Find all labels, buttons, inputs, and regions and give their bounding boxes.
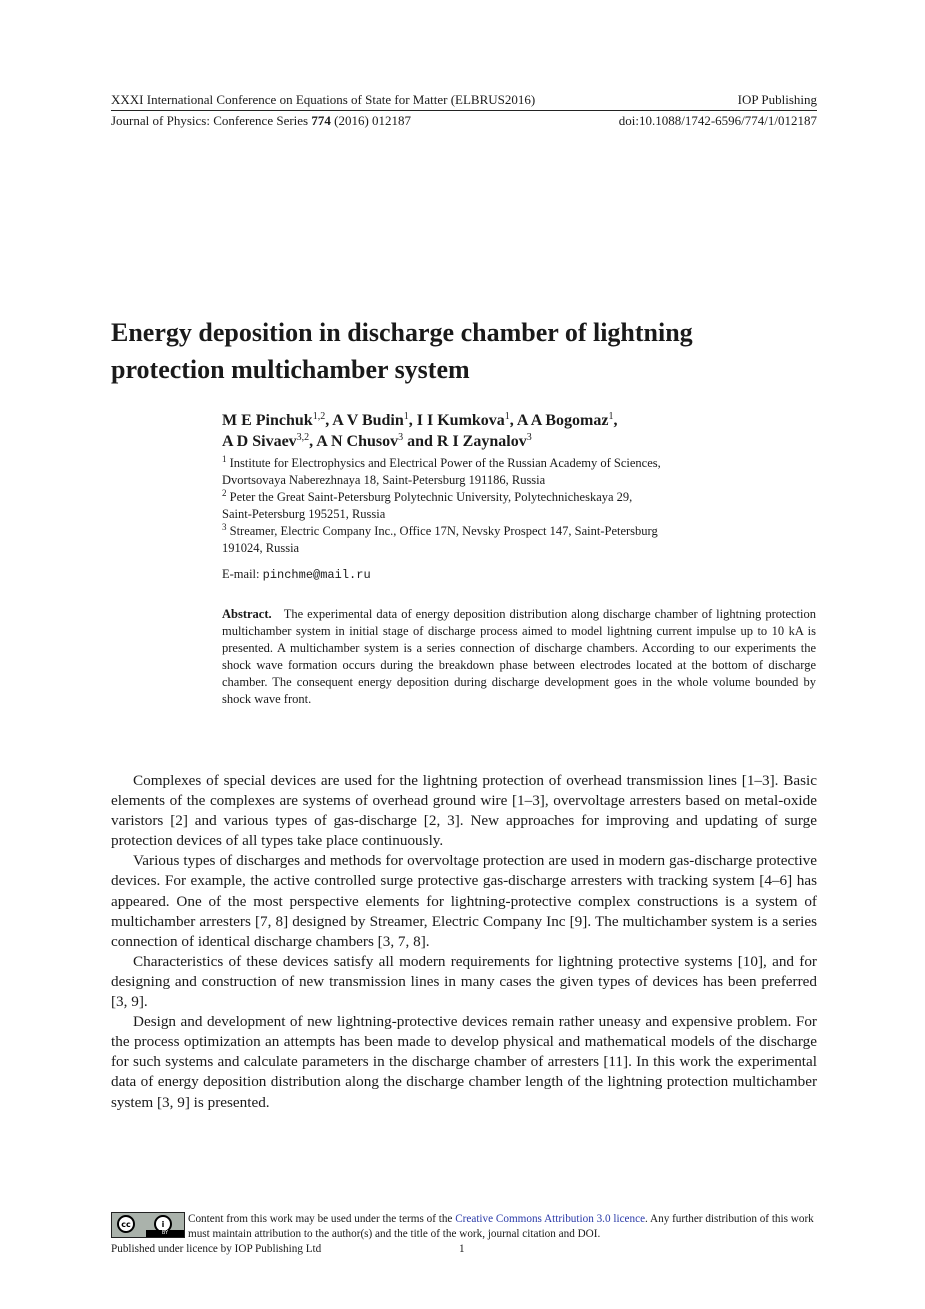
by-label: BY [146, 1230, 184, 1237]
journal-citation [111, 113, 411, 129]
license-notice [188, 1212, 818, 1242]
author-name: A D Sivaev [222, 433, 297, 450]
affiliation-number: 3 [222, 522, 227, 532]
affiliation-line [222, 455, 822, 472]
journal-article-number: (2016) 012187 [330, 113, 412, 128]
affiliation-address: Saint-Petersburg 195251, Russia [222, 507, 386, 521]
page-number: 1 [459, 1243, 465, 1255]
conference-name: XXXI International Conference on Equations of State for Matter (ELBRUS2016) [111, 92, 536, 107]
author-affiliation-mark: 1,2 [312, 411, 326, 422]
affiliation-address: Dvortsovaya Naberezhnaya 18, Saint-Petersburg 191186, Russia [222, 473, 546, 487]
author-name: , A N Chusov [309, 433, 399, 450]
affiliation-number: 1 [222, 454, 227, 464]
title-line-1: Energy deposition in discharge chamber of lightning [111, 318, 693, 347]
email-label: E-mail: [222, 567, 263, 581]
affiliation-number: 2 [222, 488, 227, 498]
header-rule [111, 110, 817, 111]
license-text-cont: . Any further distribution of this work must maintain attribution to the author(s) and the title of the work, journal citation and DOI. [188, 1213, 814, 1240]
paragraph: Various types of discharges and methods for overvoltage protection are used in modern gas-discharge protective devices. For example, the active controlled surge protective gas-discharge arresters with tracking system [4–6] has appeared. One of the most perspective elements for lightning-protective complex constructions is a system of multichamber arresters [7, 8] designed by Streamer, Electric Company Inc [9]. The multichamber system is a series connection of identical discharge chambers [3, 7, 8]. [111, 852, 817, 950]
cc-by-license-badge[interactable] [111, 1212, 185, 1238]
email-line [222, 566, 822, 584]
author-list [222, 410, 822, 452]
author-separator: , [613, 412, 618, 429]
abstract-text: The experimental data of energy deposition distribution along discharge chamber of lightning protection multichamber system in initial stage of discharge process aimed to model lightning current impulse up to 10 kA is presented. A multichamber system is a series connection of discharge chambers. According to our experiments the shock wave formation occurs during the breakdown phase between electrodes located at the bottom of discharge chamber. The consequent energy deposition during discharge development goes in the whole volume bounded by shock wave front. [222, 607, 816, 706]
running-header [111, 92, 817, 108]
author-name: , A V Budin [325, 412, 404, 429]
affiliation-1 [222, 455, 822, 489]
author-name: , I I Kumkova [408, 412, 505, 429]
affiliation-address: 191024, Russia [222, 541, 300, 555]
affiliation-2 [222, 489, 822, 523]
author-affiliation-mark: 1 [504, 411, 510, 422]
cc-icon: cc [117, 1215, 135, 1233]
author-affiliation-mark: 3 [398, 432, 404, 443]
body-text [111, 771, 817, 1113]
license-link[interactable]: Creative Commons Attribution 3.0 licence [455, 1213, 646, 1225]
journal-name: Journal of Physics: Conference Series [111, 113, 312, 128]
publisher-name: IOP Publishing [737, 92, 817, 107]
published-under: Published under licence by IOP Publishing Ltd [111, 1243, 322, 1255]
abstract [222, 606, 816, 708]
email-address[interactable]: pinchme@mail.ru [262, 568, 371, 582]
abstract-label: Abstract. [222, 607, 272, 621]
author-affiliation-mark: 3 [526, 432, 532, 443]
authors-line-2 [222, 431, 822, 452]
affiliation-line [222, 523, 822, 540]
license-text: Content from this work may be used under the terms of the [188, 1213, 456, 1225]
title-line-2: protection multichamber system [111, 355, 470, 384]
paper-title [111, 314, 831, 388]
affiliation-3 [222, 523, 822, 557]
affiliation-text: Streamer, Electric Company Inc., Office 17N, Nevsky Prospect 147, Saint-Petersburg [226, 524, 658, 538]
author-affiliation-mark: 1 [403, 411, 409, 422]
author-name: , A A Bogomaz [509, 412, 609, 429]
author-name: and R I Zaynalov [403, 433, 527, 450]
paragraph: Characteristics of these devices satisfy all modern requirements for lightning protective systems [10], and for designing and construction of new transmission lines in many cases the given types of devices has been preferred [3, 9]. [111, 952, 817, 1011]
affiliation-line [222, 489, 822, 506]
affiliation-text: Peter the Great Saint-Petersburg Polytechnic University, Polytechnicheskaya 29, [226, 490, 633, 504]
journal-header [111, 113, 817, 129]
journal-volume: 774 [311, 113, 331, 128]
by-attribution-icon: i [154, 1215, 172, 1233]
author-affiliation-mark: 3,2 [296, 432, 310, 443]
paragraph: Design and development of new lightning-protective devices remain rather uneasy and expensive problem. For the process optimization an attempts has been made to develop physical and mathematical models of the discharge for such systems and calculate parameters in the discharge chamber of arresters [11]. In this work the experimental data of energy deposition distribution along the discharge chamber length of the lightning protection multichamber system [3, 9] is presented. [111, 1013, 817, 1111]
author-affiliation-mark: 1 [608, 411, 614, 422]
authors-line-1 [222, 410, 822, 431]
paragraph: Complexes of special devices are used for the lightning protection of overhead transmission lines [1–3]. Basic elements of the complexes are systems of overhead ground wire [1–3], overvoltage arresters based on metal-oxide varistors [2] and various types of gas-discharge [2, 3]. New approaches for improving and updating of surge protection devices of all types take place continuously. [111, 772, 817, 850]
doi[interactable]: doi:10.1088/1742-6596/774/1/012187 [618, 113, 817, 128]
author-name: M E Pinchuk [222, 412, 313, 429]
affiliation-text: Institute for Electrophysics and Electrical Power of the Russian Academy of Sciences, [226, 456, 661, 470]
